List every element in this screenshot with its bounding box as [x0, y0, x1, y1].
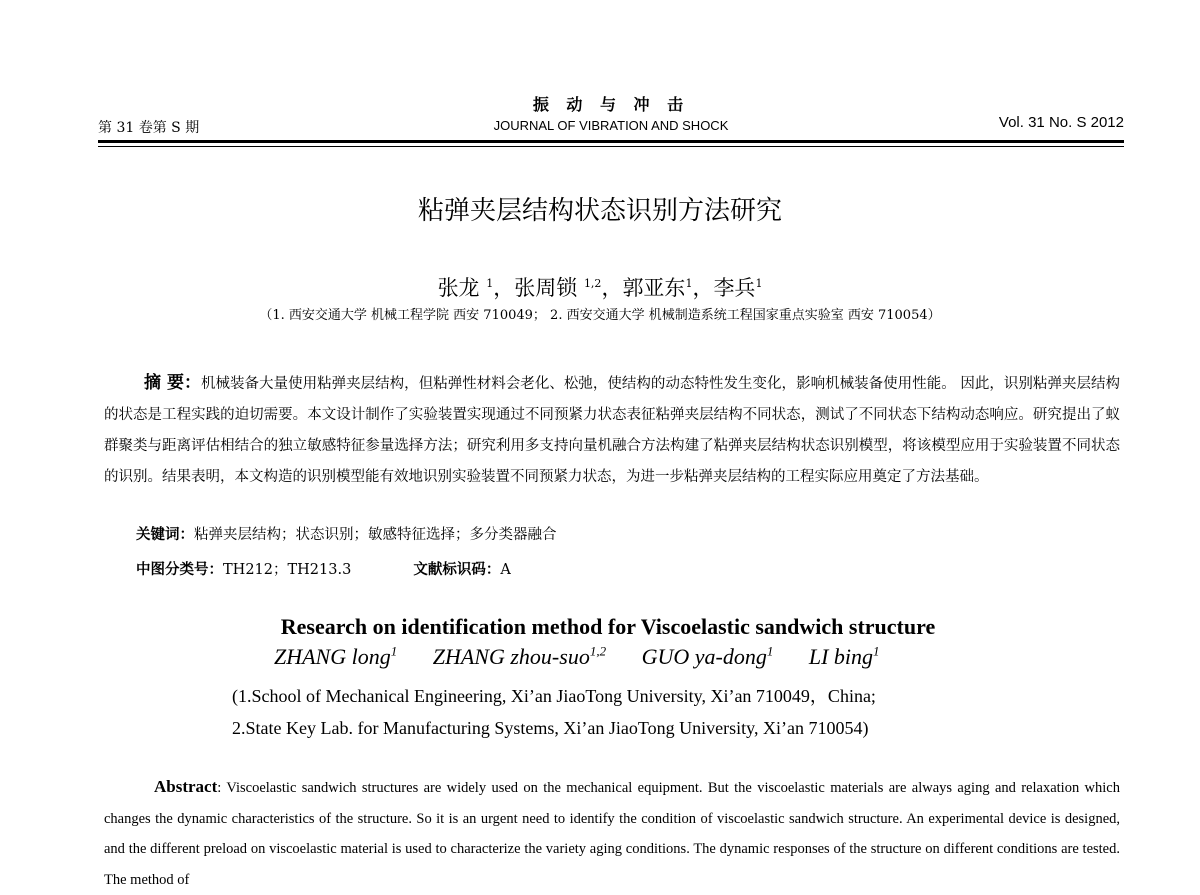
doc-code-value: A: [500, 562, 511, 578]
author-en: ZHANG long: [274, 644, 391, 670]
abstract-cn-text: 机械装备大量使用粘弹夹层结构，但粘弹性材料会老化、松弛，使结构的动态特性发生变化，影响机械装备使用性能。 因此，识别粘弹夹层结构的状态是工程实践的迫切需要。本文设计制作了实验装置实现通过不同预紧力状态表征粘弹夹层结构不同状态，测试了不同状态下结构动态响应。研究提出了蚁群聚类与距离评估相结合的独立敏感特征参量选择方法；研究利用多支持向量机融合方法构建了粘弹夹层结构状态识别模型，将该模型应用于实验装置不同状态的识别。结果表明，本文构造的识别模型能有效地识别实验装置不同预紧力状态，为进一步粘弹夹层结构的工程实际应用奠定了方法基础。: [104, 376, 1120, 485]
header-rule-thin: [98, 146, 1124, 147]
volume-info: Vol. 31 No. S 2012: [998, 114, 1124, 131]
abstract-en-label: Abstract: [154, 777, 218, 796]
author-en: GUO ya-dong: [641, 644, 767, 670]
author-cn: 李兵: [713, 276, 756, 300]
journal-name-en: JOURNAL OF VIBRATION AND SHOCK: [493, 118, 729, 133]
author-cn: 张龙: [437, 276, 480, 300]
affiliation-cn: （1. 西安交通大学 机械工程学院 西安 710049； 2. 西安交通大学 机械制造系统工程国家重点实验室 西安 710054）: [259, 308, 941, 323]
author-sup: 1: [755, 277, 763, 290]
author-cn: 郭亚东: [622, 276, 686, 300]
abstract-cn: [104, 368, 1120, 493]
keywords-cn-text: 粘弹夹层结构；状态识别；敏感特征选择；多分类器融合: [194, 527, 557, 543]
affiliation-en-line: 2.State Key Lab. for Manufacturing Systems, Xi’an JiaoTong University, Xi’an 710054): [232, 718, 869, 738]
doc-code-label: 文献标识码：: [413, 561, 501, 578]
classification-label: 中图分类号：: [136, 561, 223, 578]
author-sup: 1: [766, 644, 774, 659]
journal-header: [98, 88, 1124, 150]
author-sup: 1,2: [589, 644, 607, 659]
title-cn: 粘弹夹层结构状态识别方法研究: [417, 196, 782, 226]
affiliation-en-line: (1.School of Mechanical Engineering, Xi’an JiaoTong University, Xi’an 710049，China;: [232, 686, 876, 706]
keywords-cn-label: 关键词：: [136, 526, 194, 543]
header-rule-thick: [98, 140, 1124, 143]
author-sup: 1: [873, 644, 880, 659]
authors-cn: 张龙 $^1$，张周锁 $^{1,2}$，郭亚东$^1$，李兵$^1$: [437, 276, 763, 300]
abstract-en: [104, 772, 1120, 895]
affiliation-en: [232, 680, 876, 744]
classification-value: TH212；TH213.3: [223, 562, 352, 578]
abstract-cn-label: 摘 要：: [144, 373, 201, 393]
abstract-en-text: : Viscoelastic sandwich structures are widely used on the mechanical equipment. But the viscoelastic materials are always aging and relaxation which changes the dynamic characteristics of the structure. So it is an urgent need to identify the condition of viscoelastic sandwich structure. An experimental device is designed, and the different preload on viscoelastic material is used to characterize the variety aging conditions. The dynamic responses of the structure on different conditions are tested. The method of: [104, 780, 1120, 888]
author-sup: 1: [685, 277, 693, 290]
author-sup: 1,2: [583, 277, 602, 290]
title-en: Research on identification method for Viscoelastic sandwich structure: [280, 614, 936, 639]
keywords-cn: [136, 523, 557, 544]
author-en: ZHANG zhou-suo: [432, 644, 590, 670]
author-sup: 1: [486, 277, 494, 290]
authors-en: [274, 644, 910, 670]
issue-cn: 第 31 卷第 S 期: [98, 120, 200, 136]
author-sup: 1: [390, 644, 398, 659]
journal-name-cn: 振 动 与 冲 击: [532, 95, 690, 114]
author-en: LI bing: [808, 644, 874, 670]
author-cn: 张周锁: [514, 276, 578, 300]
classification-cn: [136, 558, 511, 579]
